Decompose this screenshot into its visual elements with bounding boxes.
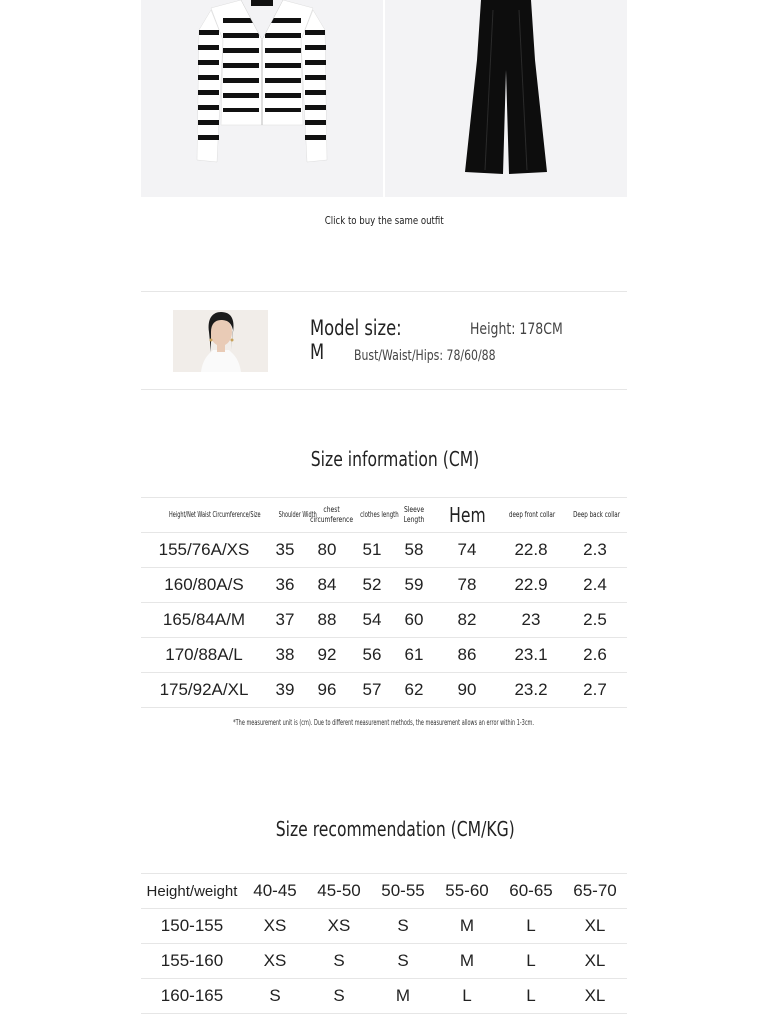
cell: 36 — [267, 568, 303, 603]
cell: 96 — [303, 673, 351, 708]
cell: M — [435, 909, 499, 944]
cell: 35 — [267, 533, 303, 568]
col-header: Deep back collar — [563, 498, 627, 533]
cell: 88 — [303, 603, 351, 638]
col-header: Hem — [435, 498, 499, 533]
table-row — [141, 568, 627, 603]
cell: 23.2 — [499, 673, 563, 708]
cell: 155-160 — [141, 944, 243, 979]
cell: 61 — [393, 638, 435, 673]
col-header: Shoulder Width — [267, 498, 303, 533]
cell: XS — [243, 909, 307, 944]
buy-same-outfit-link[interactable]: Click to buy the same outfit — [324, 214, 444, 227]
size-info-title: Size information (CM) — [310, 447, 480, 471]
measurement-note: *The measurement unit is (cm). Due to different measurement methods, the measurement allows an error within 1-3cm. — [233, 718, 535, 727]
divider — [141, 389, 627, 390]
cell: S — [307, 944, 371, 979]
cell: 2.7 — [563, 673, 627, 708]
col-header: deep front collar — [499, 498, 563, 533]
col-header: 60-65 — [499, 874, 563, 909]
cell: XS — [307, 909, 371, 944]
cell: 56 — [351, 638, 393, 673]
size-recommendation-table — [141, 873, 627, 1014]
divider — [141, 291, 627, 292]
col-header: chest circumference — [303, 498, 351, 533]
cell: S — [371, 944, 435, 979]
size-info-table — [141, 497, 627, 708]
model-size: Model size: M — [310, 316, 402, 364]
cell: S — [307, 979, 371, 1014]
cell: 150-155 — [141, 909, 243, 944]
cell: S — [371, 909, 435, 944]
col-header: 65-70 — [563, 874, 627, 909]
cell: L — [499, 909, 563, 944]
cell: 84 — [303, 568, 351, 603]
cell: L — [499, 944, 563, 979]
table-row — [141, 944, 627, 979]
col-header: clothes length — [351, 498, 393, 533]
cell: 59 — [393, 568, 435, 603]
table-header-row — [141, 498, 627, 533]
cell: 82 — [435, 603, 499, 638]
cell: 160-165 — [141, 979, 243, 1014]
cell: 57 — [351, 673, 393, 708]
cell: L — [499, 979, 563, 1014]
black-pants-image — [385, 0, 627, 197]
table-row — [141, 979, 627, 1014]
product-image-pants[interactable] — [385, 0, 627, 197]
cell: 51 — [351, 533, 393, 568]
cell: M — [435, 944, 499, 979]
cell: 155/76A/XS — [141, 533, 267, 568]
cell: 23 — [499, 603, 563, 638]
model-height: Height: 178CM — [470, 319, 563, 338]
cell: XL — [563, 909, 627, 944]
cell: 2.6 — [563, 638, 627, 673]
table-row — [141, 909, 627, 944]
cell: S — [243, 979, 307, 1014]
cell: 78 — [435, 568, 499, 603]
cell: 2.4 — [563, 568, 627, 603]
cell: 22.9 — [499, 568, 563, 603]
table-row — [141, 638, 627, 673]
cell: 86 — [435, 638, 499, 673]
cell: 58 — [393, 533, 435, 568]
cell: XS — [243, 944, 307, 979]
cell: 92 — [303, 638, 351, 673]
table-header-row — [141, 874, 627, 909]
cell: 54 — [351, 603, 393, 638]
cell: 2.3 — [563, 533, 627, 568]
cell: 74 — [435, 533, 499, 568]
cell: 22.8 — [499, 533, 563, 568]
striped-cardigan-image — [141, 0, 383, 197]
cell: 90 — [435, 673, 499, 708]
product-image-cardigan[interactable] — [141, 0, 383, 197]
cell: 60 — [393, 603, 435, 638]
cell: 2.5 — [563, 603, 627, 638]
col-header: Height/Net Waist Circumference/Size — [141, 498, 267, 533]
cell: 80 — [303, 533, 351, 568]
outfit-images — [141, 0, 627, 197]
cell: 23.1 — [499, 638, 563, 673]
table-row — [141, 533, 627, 568]
table-row — [141, 603, 627, 638]
cell: XL — [563, 944, 627, 979]
table-row — [141, 673, 627, 708]
cell: 37 — [267, 603, 303, 638]
cell: 175/92A/XL — [141, 673, 267, 708]
cell: XL — [563, 979, 627, 1014]
cell: 165/84A/M — [141, 603, 267, 638]
cell: M — [371, 979, 435, 1014]
col-header: 40-45 — [243, 874, 307, 909]
cell: 62 — [393, 673, 435, 708]
col-header: 55-60 — [435, 874, 499, 909]
cell: L — [435, 979, 499, 1014]
cell: 170/88A/L — [141, 638, 267, 673]
col-header: Sleeve Length — [393, 498, 435, 533]
cell: 38 — [267, 638, 303, 673]
cell: 52 — [351, 568, 393, 603]
size-rec-title: Size recommendation (CM/KG) — [275, 817, 515, 841]
cell: 160/80A/S — [141, 568, 267, 603]
model-photo — [173, 310, 268, 372]
model-measurements: Bust/Waist/Hips: 78/60/88 — [354, 348, 496, 364]
cell: 39 — [267, 673, 303, 708]
col-header: 50-55 — [371, 874, 435, 909]
col-header: 45-50 — [307, 874, 371, 909]
col-header: Height/weight — [141, 874, 243, 909]
